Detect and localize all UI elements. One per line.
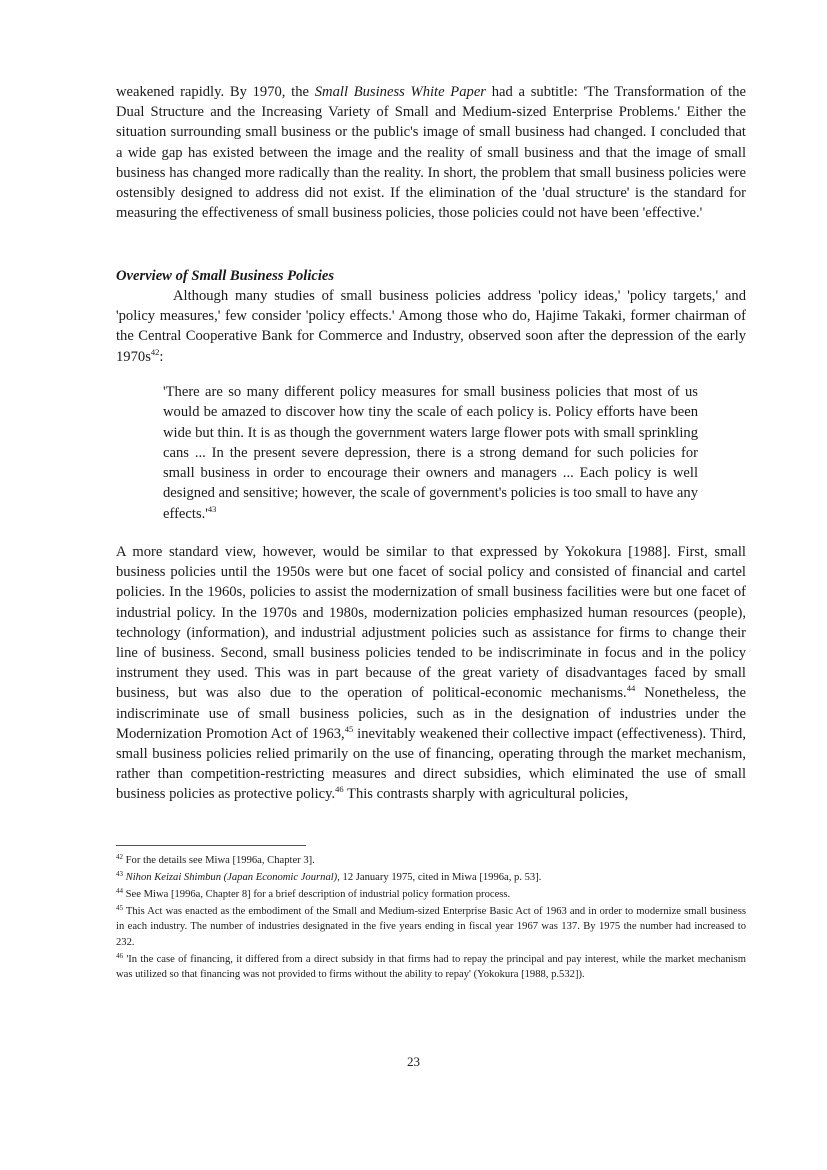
footnote-number: 45	[116, 904, 123, 912]
paragraph-2	[116, 286, 746, 367]
block-quote	[163, 382, 698, 524]
white-paper-title: Small Business White Paper	[314, 84, 486, 100]
paragraph-3-text-c: inevitably weakened their collective impact (effectiveness). Third, small business policies relied primarily on the use of financing, operating through the market mechanism, rather than competition-restricting measures and direct subsidies, which eliminated the use of small business policies as protective policy.	[116, 725, 746, 803]
paragraph-1-text-b: had a subtitle: 'The Transformation of the Dual Structure and the Increasing Variety of Small and Medium-sized Enterprise Problems.' Either the situation surrounding small business or the public's image of small business had changed. I concluded that a wide gap has existed between the image and the reality of small business and that the image of small business has changed more radically than the reality. In short, the problem that small business policies were ostensibly designed to address did not exist. If the elimination of the 'dual structure' is the standard for measuring the effectiveness of small business policies, those policies could not have been 'effective.'	[116, 84, 746, 222]
paragraph-1-text-a: weakened rapidly. By 1970, the	[116, 84, 315, 100]
footnote-44	[116, 887, 746, 902]
footnote-ref-42: 42	[150, 346, 160, 357]
footnote-text: This Act was enacted as the embodiment of the Small and Medium-sized Enterprise Basic Act of 1963 and in order to modernize small business in each industry. The number of industries designated in the five years ending in fiscal year 1967 was 137. By 1975 the number had increased to 232.	[116, 906, 746, 948]
paragraph-1	[116, 82, 746, 223]
paragraph-3-text-d: This contrasts sharply with agricultural policies,	[343, 786, 629, 803]
footnote-ref-43: 43	[207, 503, 217, 514]
footnote-number: 42	[116, 853, 123, 861]
footnote-number: 46	[116, 951, 123, 960]
footnote-number: 44	[116, 887, 123, 895]
footnote-divider	[116, 845, 306, 846]
footnote-43	[116, 870, 746, 885]
block-quote-text: 'There are so many different policy measures for small business policies that most of us would be amazed to discover how tiny the scale of each policy is. Policy efforts have been wide but thin. It is as though the government waters large flower pots with small sprinkling cans ... In the present severe depression, there is a strong demand for such policies for small business in order to encourage their owners and managers ... Each policy is well designed and sensitive; however, the scale of government's policies is too small to have any effects.'	[163, 384, 698, 522]
footnote-ref-44: 44	[626, 683, 636, 694]
footnote-text: , 12 January 1975, cited in Miwa [1996a, p. 53].	[337, 872, 542, 883]
paragraph-2-text-a: Although many studies of small business policies address 'policy ideas,' 'policy targets,' and 'policy measures,' few consider 'policy effects.' Among those who do, Hajime Takaki, former chairman of the Central Cooperative Bank for Commerce and Industry, observed soon after the depression of the early 1970s	[116, 288, 746, 365]
footnote-45	[116, 904, 746, 950]
paragraph-3-text-a: A more standard view, however, would be similar to that expressed by Yokokura [1988]. First, small business policies until the 1950s were but one facet of social policy and consisted of financial and cartel policies. In the 1960s, policies to assist the modernization of small business facilities were but one facet of industrial policy. In the 1970s and 1980s, modernization policies emphasized human resources (people), technology (information), and industrial adjustment policies such as assistance for firms to change their line of business. Second, small business policies tended to be indiscriminate in focus and in the policy instrument they used. This was in part because of the great variety of disadvantages faced by small business, but was also due to the operation of political-economic mechanisms.	[116, 544, 746, 702]
footnote-ref-45: 45	[344, 723, 354, 734]
footnote-ref-46: 46	[335, 784, 344, 795]
footnote-source-title: Nihon Keizai Shimbun (Japan Economic Journal)	[125, 872, 338, 883]
paragraph-3	[116, 542, 746, 805]
paragraph-3-text-b: Nonetheless, the indiscriminate use of small business policies, such as in the designation of industries under the Modernization Promotion Act of 1963,	[116, 685, 746, 742]
footnote-text: See Miwa [1996a, Chapter 8] for a brief description of industrial policy formation process.	[125, 889, 511, 900]
footnotes	[116, 853, 746, 984]
footnote-text: 'In the case of financing, it differed from a direct subsidy in that firms had to repay the principal and pay interest, while the market mechanism was utilized so that financing was not provided to firms without the ability to repay' (Yokokura [1988, p.532]).	[116, 953, 746, 981]
footnote-46	[116, 952, 746, 983]
paragraph-2-text-b: :	[159, 348, 164, 365]
page-number: 23	[407, 1054, 420, 1069]
section-heading: Overview of Small Business Policies	[116, 268, 335, 284]
footnote-number: 43	[116, 870, 123, 878]
footnote-text: For the details see Miwa [1996a, Chapter 3].	[125, 855, 315, 866]
footnote-42	[116, 853, 746, 868]
